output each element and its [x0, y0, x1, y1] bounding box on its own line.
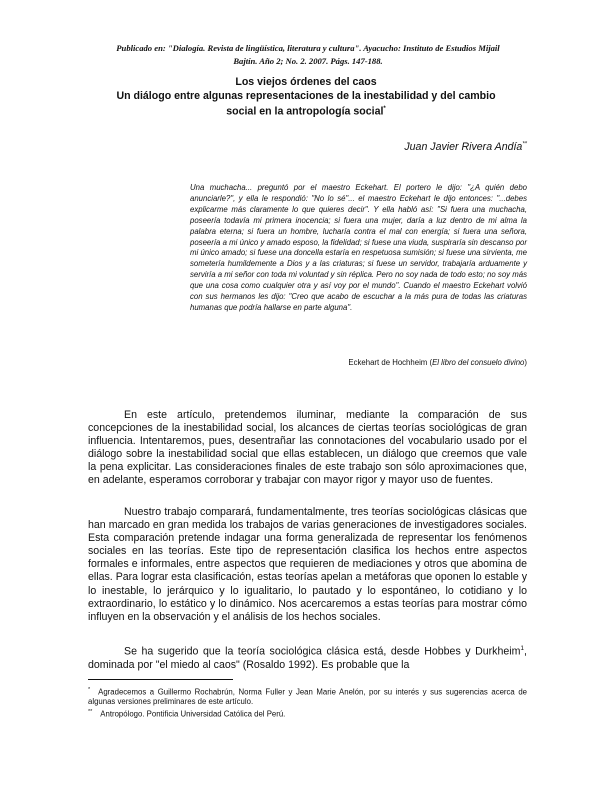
epigraph-source	[348, 358, 527, 367]
author-name	[404, 141, 527, 153]
epigraph-quote: Una muchacha... preguntó por el maestro Eckehart. El portero le dijo: "¿A quién debo anunciarle?", y ella le respondió: "No lo sé"... el maestro Eckehart le dijo entonces: "...debes explicarme más claramente lo que quieres decir". Y ella habló así: "Si fuera una muchacha, poseería todavía mi primera inocencia; si fuera una mujer, daría a luz dentro de mi alma la palabra eterna; si fuera un hombre, lucharía contra el mal con energía; si fuera una señora, poseería a mi único y amado esposo, la fidelidad; si fuese una viuda, suspiraría sin descanso por mi único amado; si fuese una doncella estaría en respetuosa sumisión; si fuese una sirvienta, me sometería humildemente a Dios y a las criaturas; si fuese un servidor, trabajaría arduamente y serviría a mi señor con toda mi voluntad y sin réplica. Pero no soy nada de todo esto; no soy más que una cosa como cualquier otra y así voy por el mundo". Cuando el maestro Eckehart volvió con sus hermanos les dijo: "Creo que acabo de escuchar a la más pura de todas las criaturas humanas que podría hallarse en parte alguna".	[190, 183, 527, 312]
body-paragraph-2	[88, 506, 527, 624]
footnote-2	[88, 708, 527, 719]
author-footnote-mark: **	[522, 141, 527, 148]
footnote-divider	[88, 679, 233, 680]
publication-line-2: Bajtín. Año 2; No. 2. 2007. Págs. 147-188.	[233, 55, 383, 66]
publication-info	[88, 42, 528, 67]
paragraph-3-part-b: , dominada por "el miedo al caos" (Rosaldo 1992). Es probable que la	[88, 645, 527, 671]
epigraph-source-author: Eckehart de Hochheim (	[348, 358, 433, 367]
footnote-1-text: Agradecemos a Guillermo Rochabrún, Norma Fuller y Jean Marie Anelón, por su interés y sus sugerencias acerca de algunas versiones preliminares de este artículo.	[88, 687, 527, 707]
title-line-1: Los viejos órdenes del caos	[235, 76, 377, 88]
body-paragraph-1	[88, 409, 527, 488]
paragraph-3-footnote-mark: 1	[520, 645, 525, 652]
footnote-1-mark: *	[88, 687, 91, 693]
paragraph-3-text	[88, 642, 527, 672]
epigraph-source-close: )	[524, 358, 527, 367]
title-footnote-mark: *	[383, 106, 386, 112]
epigraph-source-book: El libro del consuelo divino	[432, 358, 525, 367]
paragraph-2-text: Nuestro trabajo comparará, fundamentalmente, tres teorías sociológicas clásicas que han marcado en gran medida los trabajos de varias generaciones de investigadores sociales. Esta comparación pretende indagar una forma generalizada de representar los fenómenos sociales en las teorías. Este tipo de representación clasifica los hechos entre aspectos formales e informales, entre aspectos que requieren de mediaciones y otros que abomina de ellas. Para lograr esta clasificación, estas teorías apelan a metáforas que oponen lo estable y lo inestable, lo jerárquico y lo igualitario, lo pautado y lo espontáneo, lo cotidiano y lo extraordinario, lo estático y lo dinámico. Nos acercaremos a estas teorías para mostrar cómo influyen en la observación y el análisis de los hechos sociales.	[88, 506, 527, 623]
paragraph-3-part-a: Se ha sugerido que la teoría sociológica clásica está, desde Hobbes y Durkheim	[124, 645, 521, 658]
paragraph-1-text: En este artículo, pretendemos iluminar, mediante la comparación de sus concepciones de la inestabilidad social, los alcances de ciertas teorías sociológicas de gran influencia. Intentaremos, pues, desentrañar las connotaciones del vocabulario usado por el diálogo sobre la inestabilidad social que ellas establecen, un diálogo que creemos que vale la pena explicitar. Las consideraciones finales de este trabajo son sólo aproximaciones que, en adelante, esperamos corroborar y trabajar con mayor rigor y mayor uso de fuentes.	[88, 409, 527, 487]
title-line-2: Un diálogo entre algunas representaciones de la inestabilidad y del cambio	[116, 89, 496, 102]
title-line-3-text: social en la antropología social	[226, 105, 384, 118]
footnote-2-mark: **	[88, 709, 93, 715]
article-title	[70, 76, 542, 119]
author-name-text: Juan Javier Rivera Andía	[404, 141, 523, 153]
footnote-1	[88, 686, 527, 707]
footnote-2-text: Antropólogo. Pontificia Universidad Católica del Perú.	[100, 709, 286, 719]
title-line-3	[70, 103, 542, 119]
publication-line-1: Publicado en: "Dialogía. Revista de lingüística, literatura y cultura". Ayacucho: Instituto de Estudios Mijail	[116, 43, 500, 53]
body-paragraph-3	[88, 642, 527, 672]
